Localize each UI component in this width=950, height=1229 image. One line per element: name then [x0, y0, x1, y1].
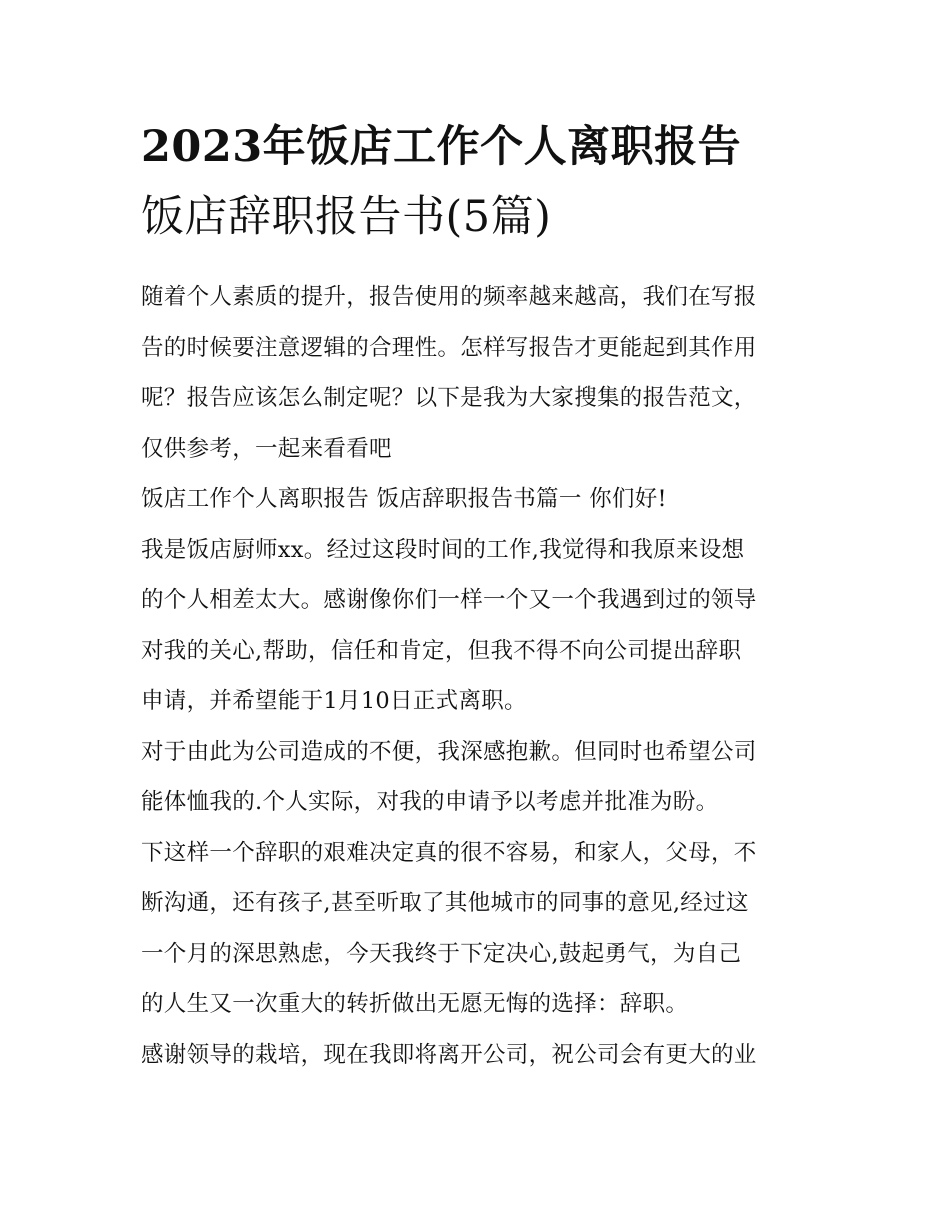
paragraph-section-heading [141, 474, 816, 525]
text-line: 随着个人素质的提升，报告使用的频率越来越高，我们在写报 [141, 284, 757, 310]
paragraph-apology [141, 727, 816, 828]
title-line-1: 2023年饭店工作个人离职报告 [141, 122, 742, 172]
text-line: 告的时候要注意逻辑的合理性。怎样写报告才更能起到其作用 [141, 334, 757, 361]
text-line: 下这样一个辞职的艰难决定真的很不容易，和家人，父母，不 [141, 839, 757, 866]
paragraph-thanks [141, 1030, 816, 1081]
text-line: 的个人相差太大。感谢像你们一样一个又一个我遇到过的领导 [141, 587, 757, 613]
text-line: 感谢领导的栽培，现在我即将离开公司，祝公司会有更大的业 [141, 1041, 757, 1068]
document-title [141, 112, 816, 252]
text-line: 的人生又一次重大的转折做出无愿无悔的选择：辞职。 [141, 991, 689, 1017]
text-line: 一个月的深思熟虑，今天我终于下定决心,鼓起勇气，为自己 [141, 940, 742, 967]
text-line: 我是饭店厨师xx。经过这段时间的工作,我觉得和我原来设想 [141, 536, 745, 563]
text-line: 能体恤我的.个人实际，对我的申请予以考虑并批准为盼。 [141, 789, 719, 815]
text-line: 断沟通，还有孩子,甚至听取了其他城市的同事的意见,经过这 [141, 890, 749, 916]
text-line: 对于由此为公司造成的不便，我深感抱歉。但同时也希望公司 [141, 738, 757, 765]
text-line: 饭店工作个人离职报告 饭店辞职报告书篇一 你们好! [141, 486, 667, 512]
paragraph-intro [141, 272, 816, 474]
title-line-2: 饭店辞职报告书(5篇) [141, 192, 552, 242]
text-line: 仅供参考，一起来看看吧 [141, 435, 392, 462]
paragraph-decision [141, 828, 816, 1030]
text-line: 呢？报告应该怎么制定呢？以下是我为大家搜集的报告范文， [141, 385, 757, 411]
paragraph-self-intro [141, 525, 816, 727]
text-line: 对我的关心,帮助，信任和肯定，但我不得不向公司提出辞职 [141, 637, 742, 664]
text-line: 申请，并希望能于1月10日正式离职。 [141, 688, 527, 714]
document-body [141, 272, 816, 1080]
